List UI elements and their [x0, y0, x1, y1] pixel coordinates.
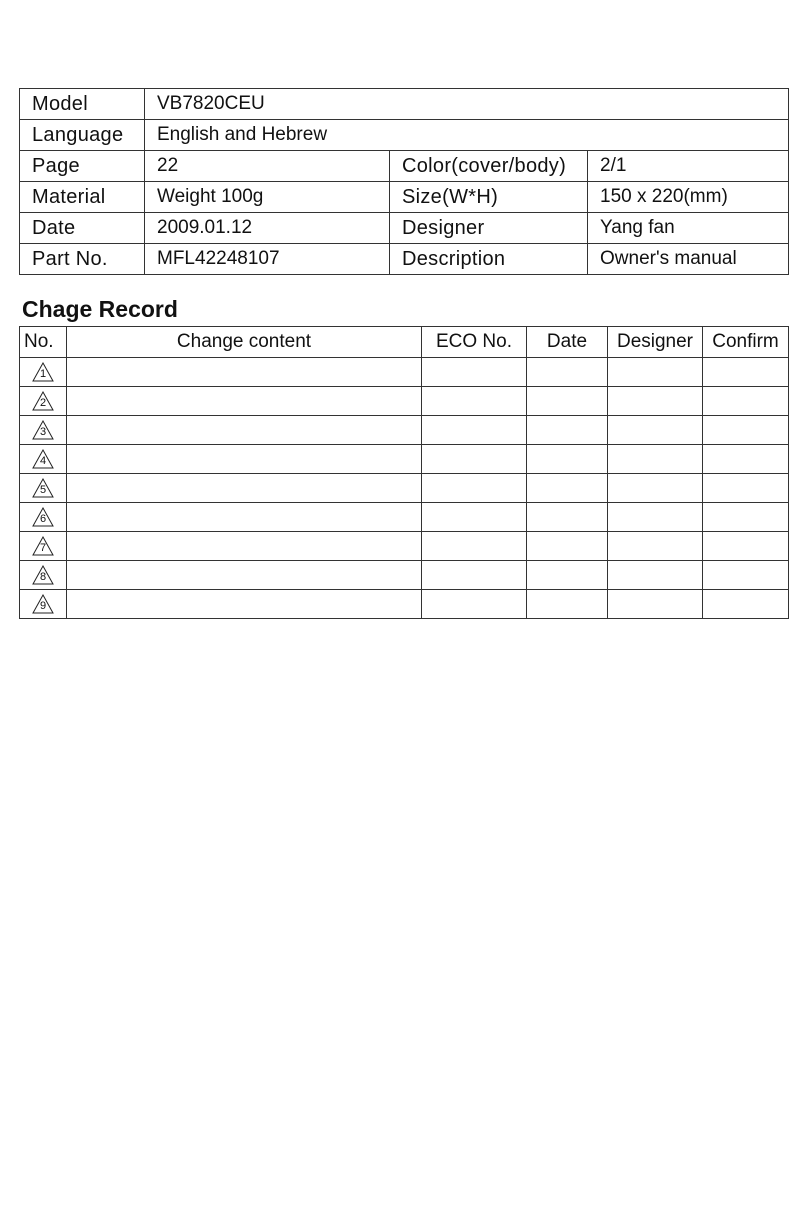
revision-number: 2 [39, 397, 47, 409]
revision-number-cell [20, 358, 67, 387]
designer-cell [608, 358, 703, 387]
spec-row-page [20, 151, 789, 182]
revision-number-cell [20, 416, 67, 445]
revision-number: 6 [39, 513, 47, 525]
date-cell [527, 474, 608, 503]
header-date: Date [527, 327, 608, 358]
revision-triangle-icon [32, 536, 54, 556]
spec-row-part [20, 244, 789, 275]
size-value: 150 x 220(mm) [588, 182, 789, 213]
date-cell [527, 445, 608, 474]
change-content-cell [67, 387, 422, 416]
confirm-cell [703, 590, 789, 619]
description-label: Description [390, 244, 588, 275]
material-label: Material [20, 182, 145, 213]
size-label: Size(W*H) [390, 182, 588, 213]
spec-row-language [20, 120, 789, 151]
table-row [20, 445, 789, 474]
revision-number-cell [20, 561, 67, 590]
revision-triangle-icon [32, 507, 54, 527]
spec-row-material [20, 182, 789, 213]
change-content-cell [67, 561, 422, 590]
table-row [20, 416, 789, 445]
table-row [20, 503, 789, 532]
revision-number-cell [20, 387, 67, 416]
confirm-cell [703, 387, 789, 416]
confirm-cell [703, 358, 789, 387]
language-value: English and Hebrew [145, 120, 789, 151]
designer-cell [608, 532, 703, 561]
change-rows [20, 358, 789, 619]
designer-cell [608, 590, 703, 619]
confirm-cell [703, 445, 789, 474]
change-content-cell [67, 358, 422, 387]
language-label: Language [20, 120, 145, 151]
confirm-cell [703, 474, 789, 503]
revision-triangle-icon [32, 565, 54, 585]
confirm-cell [703, 561, 789, 590]
color-value: 2/1 [588, 151, 789, 182]
revision-number: 1 [39, 368, 47, 380]
revision-number: 9 [39, 600, 47, 612]
change-content-cell [67, 416, 422, 445]
change-content-cell [67, 474, 422, 503]
spec-row-model [20, 89, 789, 120]
revision-number: 4 [39, 455, 47, 467]
table-row [20, 387, 789, 416]
date-cell [527, 532, 608, 561]
revision-number-cell [20, 503, 67, 532]
revision-triangle-icon [32, 478, 54, 498]
eco-no-cell [422, 590, 527, 619]
change-record-title: Chage Record [22, 296, 178, 322]
table-row [20, 358, 789, 387]
table-row [20, 474, 789, 503]
confirm-cell [703, 503, 789, 532]
revision-number-cell [20, 532, 67, 561]
date-cell [527, 590, 608, 619]
header-confirm: Confirm [703, 327, 789, 358]
eco-no-cell [422, 358, 527, 387]
designer-value: Yang fan [588, 213, 789, 244]
revision-number-cell [20, 590, 67, 619]
eco-no-cell [422, 503, 527, 532]
spec-row-date [20, 213, 789, 244]
date-cell [527, 503, 608, 532]
change-content-cell [67, 503, 422, 532]
eco-no-cell [422, 387, 527, 416]
eco-no-cell [422, 561, 527, 590]
page-value: 22 [145, 151, 390, 182]
page-label: Page [20, 151, 145, 182]
part-value: MFL42248107 [145, 244, 390, 275]
designer-cell [608, 445, 703, 474]
eco-no-cell [422, 416, 527, 445]
designer-label: Designer [390, 213, 588, 244]
revision-number-cell [20, 474, 67, 503]
designer-cell [608, 416, 703, 445]
revision-number-cell [20, 445, 67, 474]
change-content-cell [67, 590, 422, 619]
revision-triangle-icon [32, 362, 54, 382]
revision-number: 7 [39, 542, 47, 554]
header-change-content: Change content [67, 327, 422, 358]
header-eco-no: ECO No. [422, 327, 527, 358]
designer-cell [608, 387, 703, 416]
eco-no-cell [422, 532, 527, 561]
date-cell [527, 358, 608, 387]
part-label: Part No. [20, 244, 145, 275]
revision-number: 5 [39, 484, 47, 496]
table-row [20, 561, 789, 590]
designer-cell [608, 474, 703, 503]
model-value: VB7820CEU [145, 89, 789, 120]
header-designer: Designer [608, 327, 703, 358]
color-label: Color(cover/body) [390, 151, 588, 182]
revision-triangle-icon [32, 391, 54, 411]
material-value: Weight 100g [145, 182, 390, 213]
date-cell [527, 387, 608, 416]
spec-table [19, 88, 789, 275]
revision-triangle-icon [32, 449, 54, 469]
revision-number: 3 [39, 426, 47, 438]
eco-no-cell [422, 445, 527, 474]
date-value: 2009.01.12 [145, 213, 390, 244]
revision-triangle-icon [32, 594, 54, 614]
change-record-table [19, 326, 789, 619]
designer-cell [608, 503, 703, 532]
change-content-cell [67, 532, 422, 561]
revision-triangle-icon [32, 420, 54, 440]
designer-cell [608, 561, 703, 590]
date-label: Date [20, 213, 145, 244]
change-header-row [20, 327, 789, 358]
date-cell [527, 416, 608, 445]
header-no: No. [20, 327, 67, 358]
confirm-cell [703, 416, 789, 445]
description-value: Owner's manual [588, 244, 789, 275]
revision-number: 8 [39, 571, 47, 583]
date-cell [527, 561, 608, 590]
model-label: Model [20, 89, 145, 120]
table-row [20, 532, 789, 561]
change-content-cell [67, 445, 422, 474]
confirm-cell [703, 532, 789, 561]
eco-no-cell [422, 474, 527, 503]
table-row [20, 590, 789, 619]
